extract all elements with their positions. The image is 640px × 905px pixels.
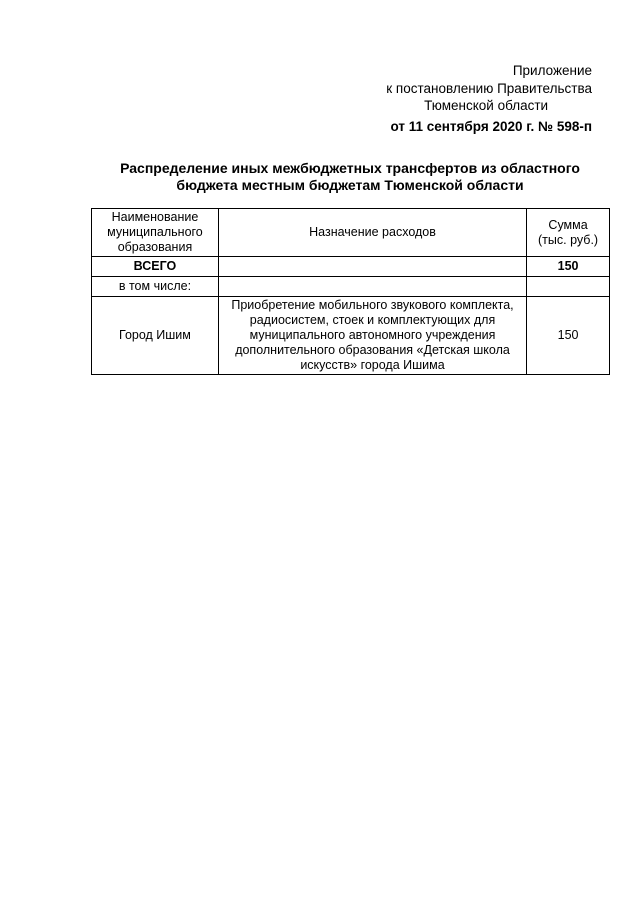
appendix-line-2: к постановлению Правительства [386, 80, 592, 96]
appendix-line-1: Приложение [512, 63, 592, 78]
including-empty-purpose [218, 277, 526, 297]
document-title [100, 160, 600, 194]
header-amount-line-1: Сумма [548, 217, 588, 232]
total-row [92, 257, 610, 277]
header-municipality-line-1: Наименование [111, 210, 199, 224]
total-amount: 150 [527, 257, 610, 277]
appendix-line-3: Тюменской области [424, 98, 549, 113]
row-purpose-line-1: Приобретение мобильного звукового комплекта, [231, 298, 514, 312]
appendix-header [386, 62, 592, 135]
header-amount [527, 209, 610, 257]
total-purpose [218, 257, 526, 277]
row-municipality: Город Ишим [92, 297, 219, 375]
table-row [92, 297, 610, 375]
distribution-table [91, 208, 610, 375]
header-municipality-line-3: образования [117, 240, 193, 254]
header-amount-line-2: (тыс. руб.) [538, 232, 599, 247]
table-header-row [92, 209, 610, 257]
including-row [92, 277, 610, 297]
total-label: ВСЕГО [92, 257, 219, 277]
title-line-1: Распределение иных межбюджетных трансфертов из областного [120, 160, 580, 176]
including-empty-amount [527, 277, 610, 297]
row-purpose-line-5: искусств» города Ишима [300, 358, 445, 372]
header-purpose: Назначение расходов [218, 209, 526, 257]
header-municipality-line-2: муниципального [107, 225, 203, 239]
row-purpose-line-2: радиосистем, стоек и комплектующих для [249, 313, 496, 327]
row-purpose-line-4: дополнительного образования «Детская школа [235, 343, 510, 357]
row-purpose-line-3: муниципального автономного учреждения [249, 328, 496, 342]
row-purpose [218, 297, 526, 375]
header-municipality [92, 209, 219, 257]
row-amount: 150 [527, 297, 610, 375]
title-line-2: бюджета местным бюджетам Тюменской области [176, 177, 524, 193]
including-label: в том числе: [92, 277, 219, 297]
appendix-date: от 11 сентября 2020 г. № 598-п [390, 118, 592, 134]
